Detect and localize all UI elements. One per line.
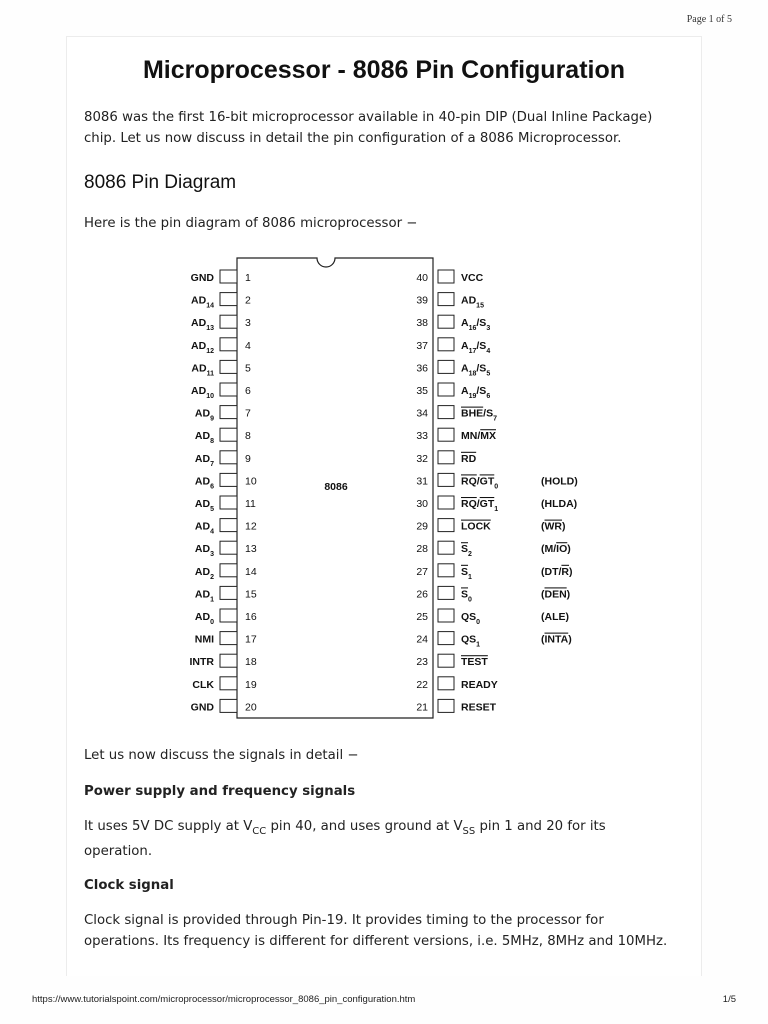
pin-name-7: $AD_9$ bbox=[194, 407, 214, 423]
pin-number-15: 15 bbox=[245, 588, 257, 601]
pin-number-37: 37 bbox=[416, 339, 428, 352]
pin-stub-21 bbox=[438, 699, 454, 712]
pin-stub-12 bbox=[220, 519, 237, 532]
pin-stub-11 bbox=[220, 496, 237, 509]
pin-number-40: 40 bbox=[416, 272, 428, 284]
pin-name-29: LOCK bbox=[461, 520, 491, 533]
pin-stub-28 bbox=[438, 541, 454, 554]
page-title: Microprocessor - 8086 Pin Configuration bbox=[142, 56, 626, 84]
pin-name-3: $AD_{13}$ bbox=[191, 317, 214, 332]
pin-stub-32 bbox=[438, 451, 454, 464]
pin-stub-24 bbox=[438, 632, 454, 645]
pin-stub-39 bbox=[438, 293, 454, 306]
pin-stub-9 bbox=[220, 451, 237, 464]
pin-stub-20 bbox=[220, 699, 237, 712]
pin-stub-36 bbox=[438, 360, 454, 373]
pin-alt-24: (INTA) bbox=[541, 633, 572, 646]
pin-number-1: 1 bbox=[245, 272, 251, 284]
pin-stub-23 bbox=[438, 654, 454, 667]
pin-name-14: $AD_2$ bbox=[194, 565, 214, 581]
pin-name-11: $AD_5$ bbox=[194, 498, 214, 513]
power-text-line-2: operation. bbox=[84, 844, 153, 859]
pin-name-24: $QS_1$ bbox=[461, 633, 481, 649]
pin-number-9: 9 bbox=[245, 452, 251, 465]
pin-number-30: 30 bbox=[416, 498, 428, 510]
pin-number-23: 23 bbox=[416, 656, 428, 669]
pin-name-25: $QS_0$ bbox=[461, 611, 481, 626]
pin-alt-26: (DEN) bbox=[541, 588, 571, 601]
pin-name-21: RESET bbox=[461, 701, 497, 714]
pin-name-35: $A_{19}/S_6$ bbox=[461, 385, 491, 400]
pin-number-18: 18 bbox=[245, 656, 257, 669]
footer-url: https://www.tutorialspoint.com/microprocessor/microprocessor_8086_pin_configuration.htm bbox=[32, 994, 416, 1005]
pin-stub-4 bbox=[220, 338, 237, 351]
pin-name-37: $A_{17}/S_4$ bbox=[461, 339, 491, 355]
pin-name-1: GND bbox=[190, 272, 214, 284]
pin-number-5: 5 bbox=[245, 362, 251, 375]
pin-name-5: $AD_{11}$ bbox=[191, 362, 214, 377]
power-text-b: pin 40, and uses ground at V bbox=[266, 819, 463, 834]
pin-name-28: $S_2$ bbox=[461, 543, 472, 558]
pin-number-20: 20 bbox=[245, 701, 257, 714]
pin-number-17: 17 bbox=[245, 633, 257, 646]
section-heading-pin-diagram: 8086 Pin Diagram bbox=[84, 172, 237, 193]
pin-name-10: $AD_6$ bbox=[194, 475, 214, 490]
pin-stub-1 bbox=[220, 270, 237, 283]
diagram-intro: Here is the pin diagram of 8086 microprocessor − bbox=[84, 216, 418, 231]
pin-alt-28: (M/IO) bbox=[541, 543, 571, 556]
power-text-a: It uses 5V DC supply at V bbox=[84, 819, 253, 834]
vcc-subscript: CC bbox=[252, 826, 267, 837]
pin-number-31: 31 bbox=[416, 475, 428, 488]
pin-stub-8 bbox=[220, 428, 237, 441]
pin-name-13: $AD_3$ bbox=[194, 543, 214, 558]
pin-name-30: $RQ/GT_1$ bbox=[461, 498, 499, 513]
pin-number-33: 33 bbox=[416, 430, 428, 443]
pin-name-6: $AD_{10}$ bbox=[191, 385, 214, 400]
pin-name-9: $AD_7$ bbox=[194, 452, 214, 468]
pin-number-25: 25 bbox=[416, 611, 428, 623]
pin-stub-2 bbox=[220, 293, 237, 306]
pin-name-19: CLK bbox=[192, 678, 214, 691]
pin-number-12: 12 bbox=[245, 520, 257, 533]
pin-name-20: GND bbox=[190, 701, 214, 714]
pin-number-8: 8 bbox=[245, 430, 251, 443]
pin-stub-7 bbox=[220, 406, 237, 419]
pin-stub-29 bbox=[438, 519, 454, 532]
pin-name-34: BHE/$S_7$ bbox=[461, 407, 497, 423]
pin-stub-33 bbox=[438, 428, 454, 441]
pin-name-23: TEST bbox=[461, 656, 488, 669]
pin-stub-6 bbox=[220, 383, 237, 396]
pin-stub-35 bbox=[438, 383, 454, 396]
pin-number-34: 34 bbox=[416, 407, 428, 420]
pin-stub-40 bbox=[438, 270, 454, 283]
pin-number-35: 35 bbox=[416, 385, 428, 397]
pin-name-38: $A_{16}/S_3$ bbox=[461, 317, 491, 332]
pin-name-26: $S_0$ bbox=[461, 588, 472, 603]
pin-number-4: 4 bbox=[245, 339, 251, 352]
footer-page-number: 1/5 bbox=[722, 994, 736, 1005]
pin-stub-18 bbox=[220, 654, 237, 667]
pin-name-33: MN/MX bbox=[461, 430, 496, 443]
pin-name-40: VCC bbox=[461, 272, 484, 284]
pin-number-13: 13 bbox=[245, 543, 257, 556]
pin-stub-30 bbox=[438, 496, 454, 509]
pin-name-22: READY bbox=[461, 678, 498, 691]
page-counter: Page 1 of 5 bbox=[686, 14, 732, 25]
pin-name-4: $AD_{12}$ bbox=[191, 339, 214, 355]
pin-name-27: $S_1$ bbox=[461, 565, 472, 581]
pin-number-24: 24 bbox=[416, 633, 428, 646]
pin-alt-30: (HLDA) bbox=[541, 498, 578, 510]
pin-stub-14 bbox=[220, 564, 237, 577]
pin-number-38: 38 bbox=[416, 317, 428, 330]
clock-line-1: Clock signal is provided through Pin-19. It provides timing to the processor for bbox=[84, 913, 604, 928]
pin-number-19: 19 bbox=[245, 678, 257, 691]
pin-stub-16 bbox=[220, 609, 237, 622]
pin-stub-22 bbox=[438, 677, 454, 690]
pin-number-22: 22 bbox=[416, 678, 428, 691]
pin-number-28: 28 bbox=[416, 543, 428, 556]
pin-number-11: 11 bbox=[245, 498, 256, 510]
pin-number-29: 29 bbox=[416, 520, 428, 533]
pin-stub-25 bbox=[438, 609, 454, 622]
pin-alt-31: (HOLD) bbox=[541, 475, 578, 488]
pin-name-32: RD bbox=[461, 452, 477, 465]
pin-stub-5 bbox=[220, 360, 237, 373]
pin-name-15: $AD_1$ bbox=[194, 588, 214, 603]
pin-name-36: $A_{18}/S_5$ bbox=[461, 362, 491, 377]
pin-number-27: 27 bbox=[416, 565, 428, 578]
pin-number-26: 26 bbox=[416, 588, 428, 601]
intro-line-1: 8086 was the first 16-bit microprocessor available in 40-pin DIP (Dual Inline Package) bbox=[84, 110, 653, 125]
power-text-line-1 bbox=[84, 816, 684, 838]
pin-name-12: $AD_4$ bbox=[194, 520, 214, 536]
pin-stub-17 bbox=[220, 632, 237, 645]
pin-alt-25: (ALE) bbox=[541, 611, 569, 623]
intro-line-2: chip. Let us now discuss in detail the pin configuration of a 8086 Microprocessor. bbox=[84, 131, 622, 146]
pin-number-21: 21 bbox=[416, 701, 428, 714]
pin-number-39: 39 bbox=[416, 294, 428, 307]
pin-number-36: 36 bbox=[416, 362, 428, 375]
pin-stub-15 bbox=[220, 586, 237, 599]
pin-number-2: 2 bbox=[245, 294, 251, 307]
pin-name-17: NMI bbox=[194, 633, 214, 646]
chip-label: 8086 bbox=[324, 481, 348, 493]
clock-heading: Clock signal bbox=[84, 878, 174, 893]
pin-stub-19 bbox=[220, 677, 237, 690]
pin-stub-13 bbox=[220, 541, 237, 554]
pin-stub-26 bbox=[438, 586, 454, 599]
pin-number-3: 3 bbox=[245, 317, 251, 330]
pin-name-8: $AD_8$ bbox=[194, 430, 214, 445]
pin-name-39: $AD_{15}$ bbox=[461, 294, 484, 310]
pin-stub-34 bbox=[438, 406, 454, 419]
pin-stub-38 bbox=[438, 315, 454, 328]
pin-alt-29: (WR) bbox=[541, 520, 566, 533]
pin-stub-10 bbox=[220, 473, 237, 486]
pin-number-7: 7 bbox=[245, 407, 251, 420]
pin-name-16: $AD_0$ bbox=[194, 611, 214, 626]
power-heading: Power supply and frequency signals bbox=[84, 784, 356, 799]
pin-number-10: 10 bbox=[245, 475, 257, 488]
pin-stub-31 bbox=[438, 473, 454, 486]
clock-line-2: operations. Its frequency is different for different versions, i.e. 5MHz, 8MHz and 10MHz. bbox=[84, 934, 668, 949]
pin-name-18: INTR bbox=[189, 656, 214, 669]
pin-alt-27: (DT/R) bbox=[541, 565, 573, 578]
vss-subscript: SS bbox=[462, 826, 476, 837]
pin-number-16: 16 bbox=[245, 611, 257, 623]
pin-name-2: $AD_{14}$ bbox=[191, 294, 214, 310]
pin-number-32: 32 bbox=[416, 452, 428, 465]
power-text-c: pin 1 and 20 for its bbox=[475, 819, 606, 834]
pin-stub-37 bbox=[438, 338, 454, 351]
pin-stub-3 bbox=[220, 315, 237, 328]
pin-stub-27 bbox=[438, 564, 454, 577]
signals-intro: Let us now discuss the signals in detail − bbox=[84, 748, 359, 763]
pin-number-14: 14 bbox=[245, 565, 257, 578]
pin-name-31: $RQ/GT_0$ bbox=[461, 475, 499, 490]
pin-number-6: 6 bbox=[245, 385, 251, 397]
